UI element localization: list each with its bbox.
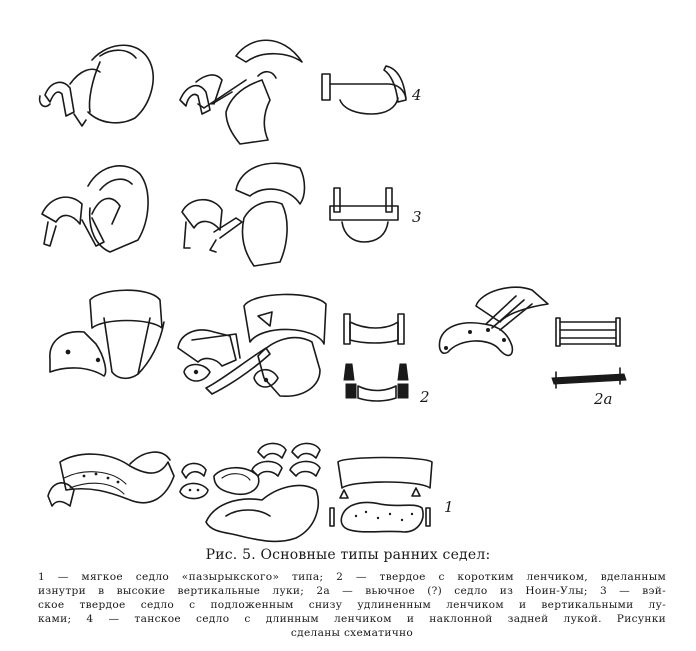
saddle-type-2-schematic (344, 314, 408, 401)
saddle-type-2a-frame-section (552, 368, 626, 388)
caption-line: сделаны схематично (290, 627, 414, 639)
saddle-type-1-assembled (48, 452, 174, 506)
saddle-type-4-schematic (322, 66, 406, 114)
caption-line: ское твердое седло с подложенным снизу удлиненным ленчиком и вертикальными лу- (38, 599, 666, 611)
type-label-2: 2 (420, 388, 430, 406)
caption-line: ками; 4 — танское седло с длинным ленчиком и наклонной задней лукой. Рисунки (38, 613, 666, 625)
type-label-2a: 2a (594, 390, 613, 408)
caption-line: 1 — мягкое седло «пазырыкского» типа; 2 — твердое с коротким ленчиком, вделанным (38, 571, 666, 583)
saddle-type-4-exploded (180, 40, 302, 144)
figure-caption-title: Рис. 5. Основные типы ранних седел: (205, 547, 491, 563)
saddle-type-2a-frame-top (556, 318, 620, 346)
saddle-type-1-schematic (330, 458, 432, 533)
saddle-type-3-assembled (42, 166, 148, 252)
type-label-1: 1 (444, 498, 454, 516)
saddle-type-2-exploded (178, 294, 326, 396)
saddle-type-3-exploded (182, 163, 305, 266)
saddle-type-3-schematic (330, 188, 398, 242)
type-label-4: 4 (412, 86, 422, 104)
type-label-3: 3 (412, 208, 422, 226)
caption-line: изнутри в высокие вертикальные луки; 2а — вьючное (?) седло из Ноин-Улы; 3 — вэй- (38, 585, 666, 597)
saddle-type-1-exploded (180, 443, 320, 541)
figure-caption-body (38, 570, 666, 640)
saddle-type-4-assembled (40, 45, 154, 126)
saddle-type-2a-assembled (439, 287, 548, 355)
saddle-type-2-assembled (50, 290, 164, 378)
